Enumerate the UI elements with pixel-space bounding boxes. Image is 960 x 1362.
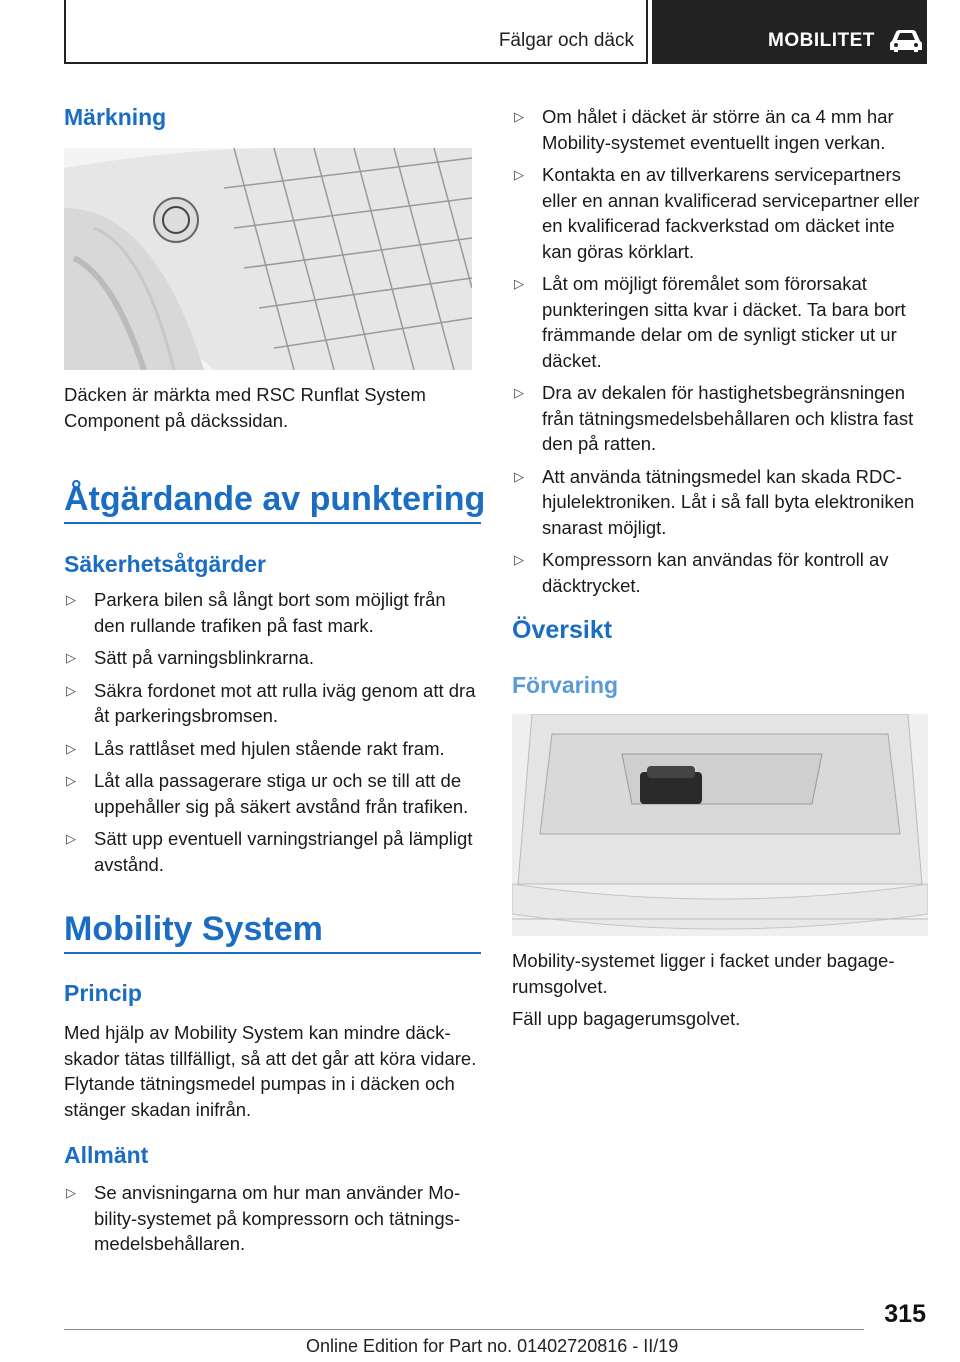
bullet-triangle-icon: ▷ bbox=[66, 831, 76, 846]
header-chapter-box bbox=[652, 0, 927, 64]
bullet-triangle-icon: ▷ bbox=[66, 773, 76, 788]
atgardande-title: Åtgärdande av punktering bbox=[64, 480, 486, 518]
markning-caption: Däcken är märkta med RSC Runflat System Component på däckssidan. bbox=[64, 384, 426, 431]
mobility-title: Mobility System bbox=[64, 910, 323, 948]
header-chapter-title: MOBILITET bbox=[768, 30, 875, 51]
bullet-triangle-icon: ▷ bbox=[66, 650, 76, 665]
allmant-title: Allmänt bbox=[64, 1142, 149, 1168]
list-item: ▷ Sätt upp eventuell varningstriangel på lämpligt avstånd. bbox=[66, 828, 473, 875]
bullet-triangle-icon: ▷ bbox=[514, 552, 524, 567]
list-item: ▷ Lås rattlåset med hjulen stående rakt fram. bbox=[64, 736, 481, 762]
bullet-triangle-icon: ▷ bbox=[66, 1185, 76, 1200]
list-item: ▷ Kontakta en av tillverkarens servicepartners eller en annan kvalificerad servicepartner eller en kvalificerad fackverkstad om däcket inte kan göras körklart. bbox=[514, 164, 920, 262]
section-rule bbox=[64, 522, 481, 524]
forvaring-caption: Mobility-systemet ligger i facket under bagagerumsgolvet. bbox=[512, 950, 895, 997]
list-item: ▷ Sätt på varningsblinkrarna. bbox=[64, 645, 481, 671]
markning-title: Märkning bbox=[64, 104, 167, 130]
list-item: ▷ Att använda tätningsmedel kan skada RDC-hjulelektroniken. Låt i så fall byta elektroniken snarast möjligt. bbox=[514, 465, 915, 538]
bullet-triangle-icon: ▷ bbox=[514, 109, 524, 124]
list-item: ▷ Låt om möjligt föremålet som förorsakat punkteringen sitta kvar i däcket. Ta bara bort främmande delar om de synligt sticker ut ur däcket. bbox=[514, 273, 906, 371]
sakerhet-title: Säkerhetsåtgärder bbox=[64, 551, 266, 577]
princip-text: Med hjälp av Mobility System kan mindre däckskador tätas tillfälligt, så att det går att köra vidare. Flytande tätningsmedel pumpas in i däcken och stänger skadan inifrån. bbox=[64, 1022, 477, 1120]
bullet-triangle-icon: ▷ bbox=[66, 592, 76, 607]
list-item: ▷ Se anvisningarna om hur man använder Mobility-systemet på kompressorn och tätningsmedelsbehållaren. bbox=[66, 1182, 461, 1254]
bullet-triangle-icon: ▷ bbox=[514, 385, 524, 400]
footer-rule bbox=[64, 1329, 864, 1330]
right-list bbox=[512, 104, 928, 605]
bullet-triangle-icon: ▷ bbox=[514, 276, 524, 291]
header-section-title: Fälgar och däck bbox=[498, 30, 634, 51]
list-item: ▷ Parkera bilen så långt bort som möjligt från den rullande trafiken på fast mark. bbox=[66, 589, 446, 636]
list-item: ▷ Kompressorn kan användas för kontroll av däcktrycket. bbox=[514, 549, 889, 596]
bullet-triangle-icon: ▷ bbox=[514, 167, 524, 182]
list-item: ▷ Säkra fordonet mot att rulla iväg genom att dra åt parkeringsbromsen. bbox=[66, 679, 476, 726]
forvaring-title: Förvaring bbox=[512, 672, 619, 698]
page-number: 315 bbox=[884, 1300, 926, 1328]
list-item: ▷ Dra av dekalen för hastighetsbegränsningen från tätningsmedelsbehållaren och klistra fast den på ratten. bbox=[514, 382, 914, 454]
list-item: ▷ Om hålet i däcket är större än ca 4 mm har Mobility-systemet eventuellt ingen verkan. bbox=[514, 106, 894, 153]
bullet-triangle-icon: ▷ bbox=[66, 682, 76, 698]
oversikt-title: Översikt bbox=[512, 616, 613, 644]
forvaring-text: Fäll upp bagagerumsgolvet. bbox=[512, 1008, 741, 1029]
trunk-storage-image bbox=[512, 714, 928, 936]
rsc-tire-image bbox=[64, 148, 472, 370]
list-item: ▷ Låt alla passagerare stiga ur och se till att de uppehåller sig på säkert avstånd från trafiken. bbox=[66, 770, 469, 817]
header-section-box bbox=[64, 0, 648, 64]
bullet-triangle-icon: ▷ bbox=[66, 740, 76, 756]
princip-title: Princip bbox=[64, 980, 142, 1006]
footer-edition: Online Edition for Part no. 01402720816 - II/19 bbox=[306, 1336, 679, 1356]
sakerhet-list bbox=[64, 587, 481, 884]
bullet-triangle-icon: ▷ bbox=[514, 468, 524, 484]
allmant-list bbox=[64, 1180, 481, 1257]
car-icon bbox=[888, 28, 924, 54]
section-rule bbox=[64, 952, 481, 954]
